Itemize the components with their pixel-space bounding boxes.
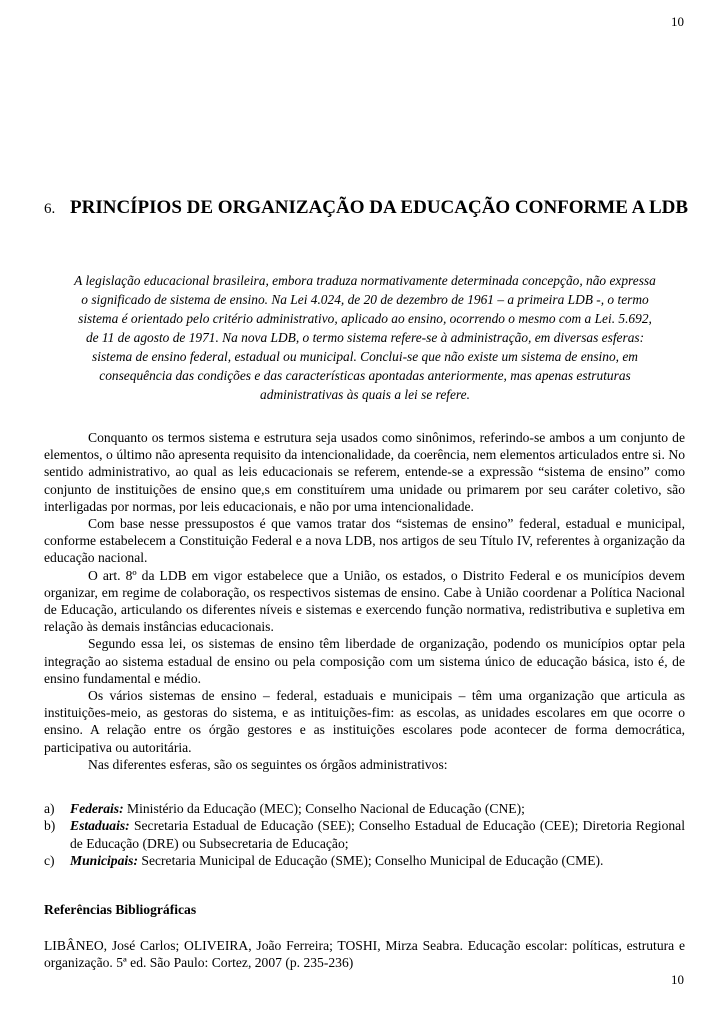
page-number-top: 10: [671, 14, 684, 29]
abstract-line: consequência das condições e das características apontadas anteriormente, mas apenas estruturas: [99, 368, 631, 383]
page-number-bottom: 10: [671, 972, 684, 987]
list-term: Federais:: [70, 801, 124, 816]
section-number: 6.: [44, 201, 56, 217]
list-text: Ministério da Educação (MEC); Conselho Nacional de Educação (CNE);: [123, 801, 525, 816]
list-marker: c): [44, 853, 55, 869]
abstract-line: administrativas às quais a lei se refere.: [260, 387, 470, 402]
section-heading: [44, 196, 694, 221]
abstract-line: de 11 de agosto de 1971. Na nova LDB, o termo sistema refere-se à administração, em diversas esferas:: [85, 330, 645, 345]
abstract: [40, 271, 690, 404]
list-term: Estaduais:: [70, 818, 130, 834]
paragraph: Nas diferentes esferas, são os seguintes os órgãos administrativos:: [88, 756, 448, 772]
list-item: [44, 800, 685, 817]
abstract-line: o significado de sistema de ensino. Na Lei 4.024, de 20 de dezembro de 1961 – a primeira LDB -, o termo: [81, 292, 649, 307]
paragraph: Segundo essa lei, os sistemas de ensino têm liberdade de organização, podendo os municípios optar pela integração ao sistema estadual de ensino ou pela composição com um sistema único de educação básica, isto é, de ensino fundamental e médio.: [44, 636, 685, 686]
section-title: PRINCÍPIOS DE ORGANIZAÇÃO DA EDUCAÇÃO CONFORME A LDB: [70, 197, 689, 218]
paragraph: Com base nesse pressupostos é que vamos tratar dos “sistemas de ensino” federal, estadual e municipal, conforme estabelecem a Constituição Federal e a nova LDB, nos artigos de seu Título IV, referentes à organização da educação nacional.: [44, 516, 685, 566]
list-text: Secretaria Estadual de Educação (SEE); Conselho Estadual de Educação (CEE); Diretoria Regional de Educação (DRE) ou Subsecretaria de Educação;: [70, 818, 685, 851]
list-marker: b): [44, 818, 56, 834]
paragraph: O art. 8º da LDB em vigor estabelece que a União, os estados, o Distrito Federal e os municípios devem organizar, em regime de colaboração, os respectivos sistemas de ensino. Cabe à União coordenar a Política Nacional de Educação, articulando os diferentes níveis e sistemas e exercendo função normativa, redistributiva e supletiva em relação às demais instâncias educacionais.: [44, 567, 685, 635]
paragraph: Conquanto os termos sistema e estrutura seja usados como sinônimos, referindo-se ambos a um conjunto de elementos, o último não apresenta requisito da intencionalidade, da coerência, nem elementos articulados entre si. No sentido administrativo, ao qual as leis educacionais se referem, entende-se a expressão “sistema de ensino” como conjunto de instituições de ensino que,s em constituírem uma unidade ou primarem por seu caráter coletivo, são interligadas por normas, por leis educacionais, e não por uma intencionalidade.: [44, 430, 685, 514]
list-term: Municipais:: [70, 853, 138, 869]
paragraph: Os vários sistemas de ensino – federal, estaduais e municipais – têm uma organização que articula as instituições-meio, as gestoras do sistema, e as intituições-fim: as escolas, as unidades escolares em que ocorre o ensino. A relação entre os órgão gestores e as instituições escolares pode acontecer de forma democrática, participativa ou autoritária.: [44, 688, 685, 755]
abstract-line: A legislação educacional brasileira, embora traduza normativamente determinada concepção, não expressa: [74, 273, 656, 288]
reference-entry: LIBÂNEO, José Carlos; OLIVEIRA, João Ferreira; TOSHI, Mirza Seabra. Educação escolar: políticas, estrutura e organização. 5ª ed. São Paulo: Cortez, 2007 (p. 235-236): [44, 938, 685, 971]
list-text: Secretaria Municipal de Educação (SME); Conselho Municipal de Educação (CME).: [137, 853, 604, 869]
list-marker: a): [44, 801, 55, 816]
abstract-line: sistema é orientado pelo critério administrativo, aplicado ao ensino, ocorrendo o mesmo com a Lei. 5.692,: [78, 311, 652, 326]
list-item: [44, 817, 685, 852]
list-item: [44, 852, 685, 869]
references-title: Referências Bibliográficas: [44, 902, 197, 917]
abstract-line: sistema de ensino federal, estadual ou municipal. Conclui-se que não existe um sistema de ensino, em: [92, 349, 638, 364]
body-text: [44, 429, 685, 773]
administrative-bodies-list: [44, 800, 685, 870]
